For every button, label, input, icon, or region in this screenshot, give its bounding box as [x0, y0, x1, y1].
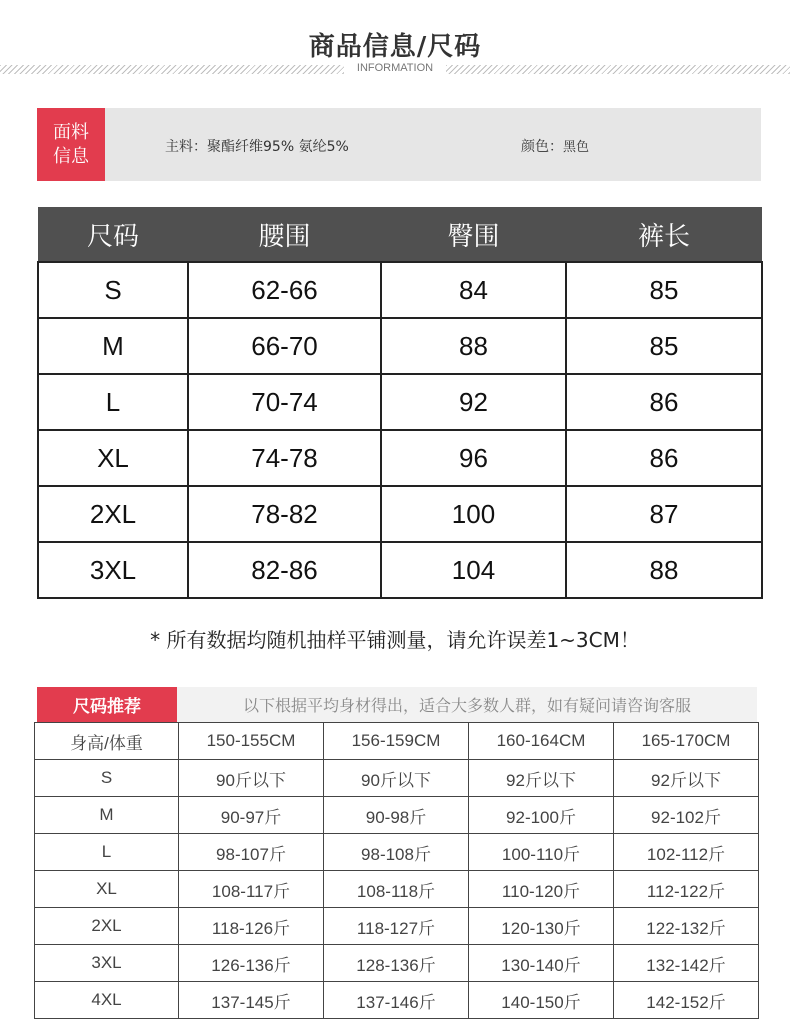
recommendation-header	[37, 687, 757, 722]
rec-header-cell: 身高/体重	[35, 723, 179, 760]
recommendation-description: 以下根据平均身材得出，适合大多数人群，如有疑问请咨询客服	[177, 687, 757, 722]
title-divider-left	[0, 65, 344, 74]
rec-size-cell: L	[35, 834, 179, 871]
size-header-cell: 腰围	[188, 207, 381, 262]
table-row	[35, 982, 759, 1019]
recommendation-badge: 尺码推荐	[37, 687, 177, 722]
rec-weight-cell: 92-102斤	[614, 797, 759, 834]
title-divider-right	[446, 65, 790, 74]
rec-weight-cell: 90-98斤	[324, 797, 469, 834]
fabric-material: 主料：聚酯纤维95% 氨纶5%	[165, 139, 349, 155]
waist-cell: 70-74	[188, 374, 381, 430]
size-cell: M	[38, 318, 188, 374]
table-row	[38, 542, 762, 598]
rec-weight-cell: 100-110斤	[469, 834, 614, 871]
hip-cell: 84	[381, 262, 566, 318]
rec-weight-cell: 92斤以下	[469, 760, 614, 797]
rec-weight-cell: 137-146斤	[324, 982, 469, 1019]
rec-size-cell: 4XL	[35, 982, 179, 1019]
waist-cell: 66-70	[188, 318, 381, 374]
fabric-color-label: 颜色：	[521, 139, 563, 155]
rec-weight-cell: 98-108斤	[324, 834, 469, 871]
rec-weight-cell: 132-142斤	[614, 945, 759, 982]
size-cell: XL	[38, 430, 188, 486]
rec-header-cell: 165-170CM	[614, 723, 759, 760]
rec-weight-cell: 108-117斤	[179, 871, 324, 908]
fabric-color-value: 黑色	[563, 140, 590, 155]
hip-cell: 88	[381, 318, 566, 374]
hip-cell: 92	[381, 374, 566, 430]
waist-cell: 78-82	[188, 486, 381, 542]
size-cell: 2XL	[38, 486, 188, 542]
length-cell: 88	[566, 542, 762, 598]
fabric-info-bar	[37, 108, 761, 181]
fabric-tag-line1: 面料	[53, 121, 89, 143]
size-chart-header-row	[38, 207, 762, 262]
recommendation-header-row	[35, 723, 759, 760]
fabric-color	[521, 136, 589, 156]
hip-cell: 96	[381, 430, 566, 486]
rec-size-cell: S	[35, 760, 179, 797]
length-cell: 85	[566, 318, 762, 374]
table-row	[38, 262, 762, 318]
rec-weight-cell: 112-122斤	[614, 871, 759, 908]
rec-weight-cell: 92斤以下	[614, 760, 759, 797]
waist-cell: 62-66	[188, 262, 381, 318]
table-row	[38, 430, 762, 486]
page-subtitle: INFORMATION	[356, 62, 434, 74]
rec-weight-cell: 118-126斤	[179, 908, 324, 945]
rec-weight-cell: 130-140斤	[469, 945, 614, 982]
length-cell: 85	[566, 262, 762, 318]
table-row	[35, 760, 759, 797]
rec-header-cell: 160-164CM	[469, 723, 614, 760]
rec-weight-cell: 137-145斤	[179, 982, 324, 1019]
rec-size-cell: M	[35, 797, 179, 834]
rec-size-cell: XL	[35, 871, 179, 908]
waist-cell: 82-86	[188, 542, 381, 598]
length-cell: 86	[566, 430, 762, 486]
size-header-cell: 裤长	[566, 207, 762, 262]
recommendation-table	[34, 722, 759, 1019]
fabric-tag-line2: 信息	[53, 145, 89, 167]
table-row	[35, 871, 759, 908]
page-header	[0, 0, 790, 90]
size-header-cell: 臀围	[381, 207, 566, 262]
hip-cell: 100	[381, 486, 566, 542]
rec-weight-cell: 140-150斤	[469, 982, 614, 1019]
fabric-tag	[37, 108, 105, 181]
length-cell: 87	[566, 486, 762, 542]
hip-cell: 104	[381, 542, 566, 598]
table-row	[35, 945, 759, 982]
size-cell: 3XL	[38, 542, 188, 598]
table-row	[38, 318, 762, 374]
rec-weight-cell: 126-136斤	[179, 945, 324, 982]
size-cell: L	[38, 374, 188, 430]
size-cell: S	[38, 262, 188, 318]
rec-weight-cell: 122-132斤	[614, 908, 759, 945]
size-header-cell: 尺码	[38, 207, 188, 262]
size-chart-table	[37, 207, 763, 599]
rec-weight-cell: 118-127斤	[324, 908, 469, 945]
rec-weight-cell: 92-100斤	[469, 797, 614, 834]
rec-weight-cell: 90-97斤	[179, 797, 324, 834]
length-cell: 86	[566, 374, 762, 430]
table-row	[35, 908, 759, 945]
rec-weight-cell: 110-120斤	[469, 871, 614, 908]
rec-weight-cell: 90斤以下	[324, 760, 469, 797]
waist-cell: 74-78	[188, 430, 381, 486]
rec-weight-cell: 90斤以下	[179, 760, 324, 797]
rec-weight-cell: 102-112斤	[614, 834, 759, 871]
measurement-note: * 所有数据均随机抽样平铺测量，请允许误差1~3CM！	[150, 628, 640, 652]
rec-weight-cell: 108-118斤	[324, 871, 469, 908]
rec-header-cell: 156-159CM	[324, 723, 469, 760]
rec-weight-cell: 142-152斤	[614, 982, 759, 1019]
rec-size-cell: 3XL	[35, 945, 179, 982]
table-row	[35, 834, 759, 871]
table-row	[35, 797, 759, 834]
rec-weight-cell: 120-130斤	[469, 908, 614, 945]
table-row	[38, 486, 762, 542]
rec-header-cell: 150-155CM	[179, 723, 324, 760]
rec-size-cell: 2XL	[35, 908, 179, 945]
table-row	[38, 374, 762, 430]
rec-weight-cell: 98-107斤	[179, 834, 324, 871]
page-title: 商品信息/尺码	[308, 32, 482, 62]
rec-weight-cell: 128-136斤	[324, 945, 469, 982]
